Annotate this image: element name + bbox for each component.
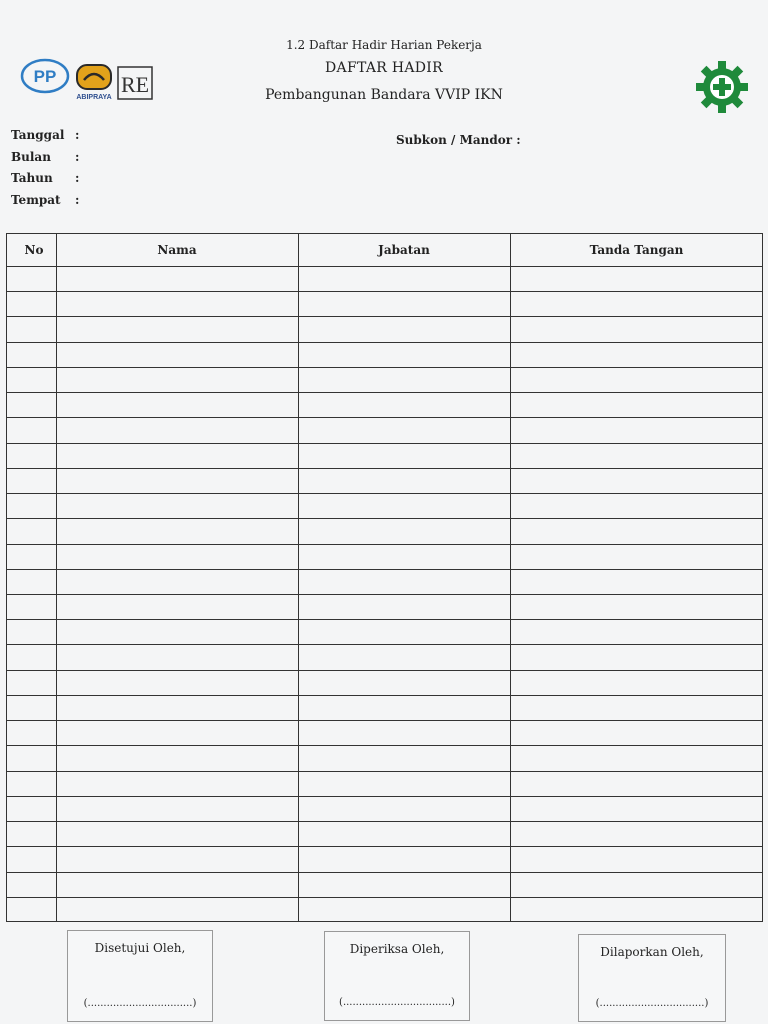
tanggal-colon: : bbox=[75, 128, 80, 142]
approved-by-name: (.................................) bbox=[83, 998, 197, 1009]
table-row bbox=[7, 545, 762, 568]
pp-logo-icon bbox=[20, 58, 70, 94]
reported-by-label: Dilaporkan Oleh, bbox=[600, 945, 704, 959]
tahun-label: Tahun bbox=[11, 171, 53, 185]
table-row bbox=[7, 772, 762, 795]
table-row bbox=[7, 822, 762, 845]
table-row bbox=[7, 645, 762, 668]
subkon-mandor-label: Subkon / Mandor : bbox=[396, 133, 521, 147]
header-tanda-tangan: Tanda Tangan bbox=[589, 243, 684, 257]
table-row bbox=[7, 292, 762, 315]
table-row bbox=[7, 519, 762, 542]
header-jabatan: Jabatan bbox=[378, 243, 430, 257]
reported-by-box bbox=[578, 934, 726, 1022]
abipraya-logo-icon bbox=[74, 62, 114, 102]
re-logo-icon bbox=[117, 66, 153, 100]
approved-by-box bbox=[67, 930, 213, 1022]
table-row bbox=[7, 847, 762, 870]
table-row bbox=[7, 595, 762, 618]
bulan-colon: : bbox=[75, 149, 80, 164]
tempat-label: Tempat bbox=[11, 192, 61, 207]
tahun-colon: : bbox=[75, 171, 80, 185]
table-row bbox=[7, 317, 762, 340]
checked-by-box bbox=[324, 931, 470, 1021]
tanggal-label: Tanggal bbox=[11, 128, 65, 142]
table-row bbox=[7, 620, 762, 643]
table-row bbox=[7, 343, 762, 366]
table-row bbox=[7, 898, 762, 921]
section-title: 1.2 Daftar Hadir Harian Pekerja bbox=[286, 38, 482, 52]
reported-by-name: (.................................) bbox=[595, 998, 709, 1009]
table-row bbox=[7, 721, 762, 744]
document-title: DAFTAR HADIR bbox=[325, 60, 443, 76]
header-nama: Nama bbox=[157, 243, 197, 257]
table-row bbox=[7, 797, 762, 820]
table-row bbox=[7, 393, 762, 416]
re-logo-text: RE bbox=[120, 72, 150, 97]
tempat-colon: : bbox=[75, 192, 80, 207]
table-grid bbox=[6, 233, 763, 922]
table-row bbox=[7, 873, 762, 896]
table-row bbox=[7, 444, 762, 467]
table-row bbox=[7, 696, 762, 719]
abipraya-logo-text: ABIPRAYA bbox=[76, 94, 112, 101]
pp-logo-text: PP bbox=[33, 67, 57, 86]
attendance-table bbox=[6, 233, 763, 922]
table-row bbox=[7, 267, 762, 290]
approved-by-label: Disetujui Oleh, bbox=[94, 941, 186, 955]
table-row bbox=[7, 671, 762, 694]
project-name: Pembangunan Bandara VVIP IKN bbox=[265, 87, 503, 103]
k3-safety-gear-icon bbox=[695, 60, 749, 114]
header-no: No bbox=[24, 243, 44, 257]
bulan-label: Bulan bbox=[11, 149, 51, 164]
table-row bbox=[7, 469, 762, 492]
table-row bbox=[7, 418, 762, 441]
table-row bbox=[7, 746, 762, 769]
document-header bbox=[0, 0, 768, 110]
table-row bbox=[7, 368, 762, 391]
checked-by-label: Diperiksa Oleh, bbox=[349, 942, 445, 956]
checked-by-name: (..................................) bbox=[339, 997, 455, 1008]
table-row bbox=[7, 494, 762, 517]
table-row bbox=[7, 570, 762, 593]
